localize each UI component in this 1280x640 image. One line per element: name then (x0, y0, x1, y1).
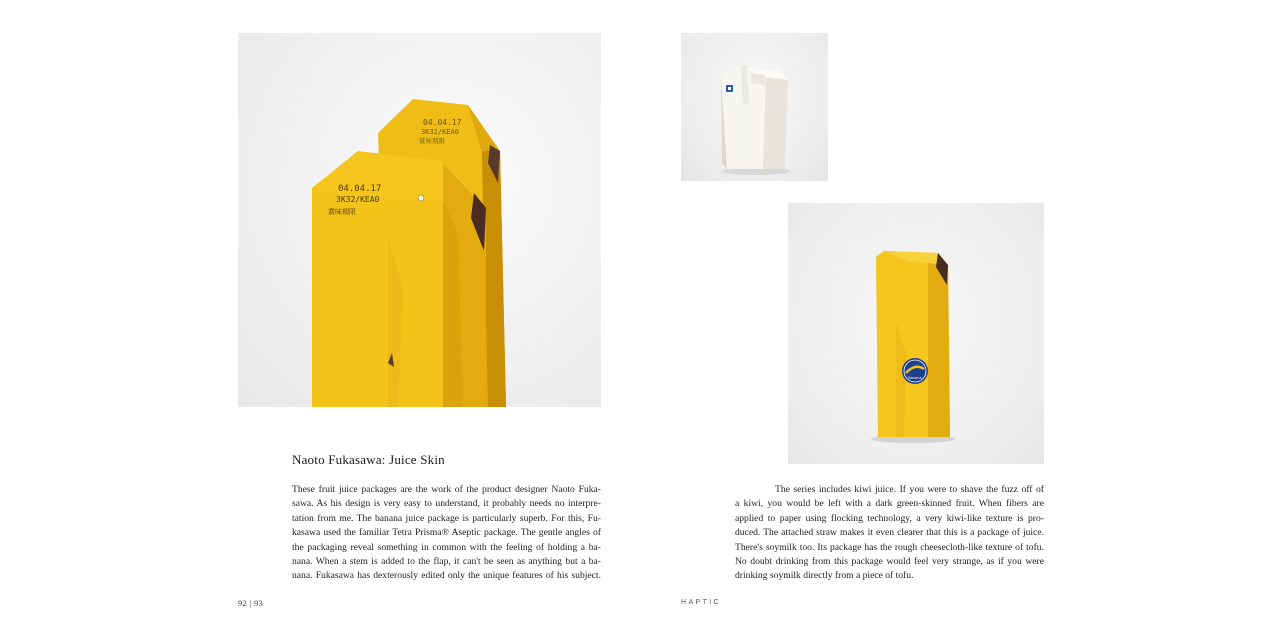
body-left-line: sawa. As his design is very easy to understand, it probably needs no interpre- (292, 498, 601, 510)
front-carton-expiry-label: 賞味期限 (328, 208, 356, 216)
front-carton-date-text: 04.04.17 (338, 184, 382, 194)
body-right-line: duced. The attached straw makes it even clearer that this is a package of juice. (735, 527, 1044, 539)
body-right-line: a kiwi, you would be left with a dark green-skinned fruit. When fibers are (735, 498, 1044, 510)
running-head: HAPTIC (681, 599, 722, 606)
article-body-right (735, 483, 1044, 584)
banana-carton-photo (788, 203, 1044, 464)
body-right-line: applied to paper using flocking technology, a very kiwi-like texture is pro- (735, 512, 1044, 524)
banana-sticker (902, 358, 928, 384)
body-right-line: There's soymilk too. Its package has the rough cheesecloth-like texture of tofu. (735, 541, 1044, 553)
body-right-line: The series includes kiwi juice. If you were to shave the fuzz off of (775, 484, 1044, 495)
back-carton-expiry-label: 賞味期限 (419, 137, 445, 145)
body-left-line: nana. When a stem is added to the flap, it can't be seen as anything but a ba- (292, 556, 601, 568)
back-carton-date-text: 04.04.17 (423, 118, 462, 127)
tofu-carton-photo (681, 33, 828, 181)
body-left-line: kasawa used the familiar Tetra Prisma® Aseptic package. The gentle angles of (292, 527, 601, 539)
body-right-line: drinking soymilk directly from a piece of tofu. (735, 570, 914, 582)
body-left-line: tation from me. The banana juice package is particularly superb. For this, Fu- (292, 512, 601, 524)
article-body-left (292, 483, 601, 584)
banana-cartons-photo (238, 33, 601, 407)
body-left-line: nana. Fukasawa has dexterously edited only the unique features of his subject. (292, 570, 601, 582)
page-numbers: 92 | 93 (238, 598, 264, 608)
front-carton (312, 151, 486, 407)
banana-sticker-label: Banana (908, 376, 922, 380)
back-carton-lot-text: 3K32/KEA0 (421, 128, 459, 136)
body-right-line: No doubt drinking from this package would feel very strange, as if you were (735, 556, 1044, 568)
front-carton-lot-text: 3K32/KEA0 (336, 195, 380, 204)
body-left-line: These fruit juice packages are the work of the product designer Naoto Fuka- (292, 484, 601, 495)
body-left-line: the packaging reveal something in common with the feeling of holding a ba- (292, 541, 601, 553)
article-title: Naoto Fukasawa: Juice Skin (292, 452, 445, 467)
